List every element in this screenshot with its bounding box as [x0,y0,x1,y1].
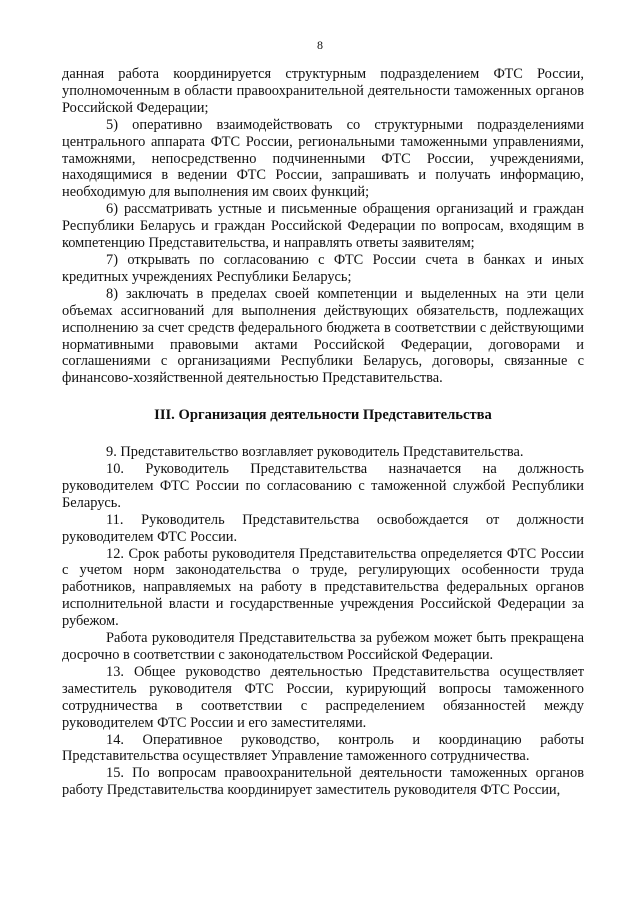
document-body [62,66,584,799]
paragraph-9: 9. Представительство возглавляет руководитель Представительства. [106,444,524,461]
paragraph-item-5: 5) оперативно взаимодействовать со структурными подразделениями центрального аппарата ФТС России, региональными таможенными управлениями, таможнями, непосредственно подчиненными ФТС России, учреждениями, находящимися в ведении ФТС России, запрашивать и получать информацию, необходимую для выполнения им своих функций; [62,116,584,201]
paragraph-12-continued: Работа руководителя Представительства за рубежом может быть прекращена досрочно в соответствии с законодательством Российской Федерации. [62,630,584,663]
paragraph-item-7: 7) открывать по согласованию с ФТС России счета в банках и иных кредитных учреждениях Республики Беларусь; [62,251,584,285]
paragraph-11: 11. Руководитель Представительства освобождается от должности руководителем ФТС России. [62,511,584,545]
paragraph-14: 14. Оперативное руководство, контроль и координацию работы Представительства осуществляет Управление таможенного сотрудничества. [62,731,584,765]
page-number: 8 [317,38,323,52]
paragraph-item-6: 6) рассматривать устные и письменные обращения организаций и граждан Республики Беларусь и граждан Российской Федерации по вопросам, входящим в компетенцию Представительства, и направлять ответы заявителям; [62,201,584,252]
section-heading: III. Организация деятельности Представительства [154,407,492,424]
paragraph-continuation: данная работа координируется структурным подразделением ФТС России, уполномоченным в области правоохранительной деятельности таможенных органов Российской Федерации; [62,66,584,116]
paragraph-15: 15. По вопросам правоохранительной деятельности таможенных органов работу Представительства координирует заместитель руководителя ФТС России, [62,765,584,799]
paragraph-10: 10. Руководитель Представительства назначается на должность руководителем ФТС России по согласованию с таможенной службой Республики Беларусь. [62,461,584,511]
paragraph-item-8: 8) заключать в пределах своей компетенции и выделенных на эти цели объемах ассигнований для выполнения действующих обязательств, подлежащих исполнению за счет средств федерального бюджета в соответствии с действующими нормативными правовыми актами Российской Федерации, договорами и соглашениями с организациями Республики Беларусь, договоры, связанные с финансово-хозяйственной деятельностью Представительства. [62,285,584,387]
paragraph-13: 13. Общее руководство деятельностью Представительства осуществляет заместитель руководителя ФТС России, курирующий вопросы таможенного сотрудничества в соответствии с распределением обязанностей между руководителем ФТС России и его заместителями. [62,663,584,731]
paragraph-12: 12. Срок работы руководителя Представительства определяется ФТС России с учетом норм законодательства о труде, регулирующих особенности труда работников, направляемых на работу в представительства федеральных органов исполнительной власти и государственные учреждения Российской Федерации за рубежом. [62,545,584,630]
